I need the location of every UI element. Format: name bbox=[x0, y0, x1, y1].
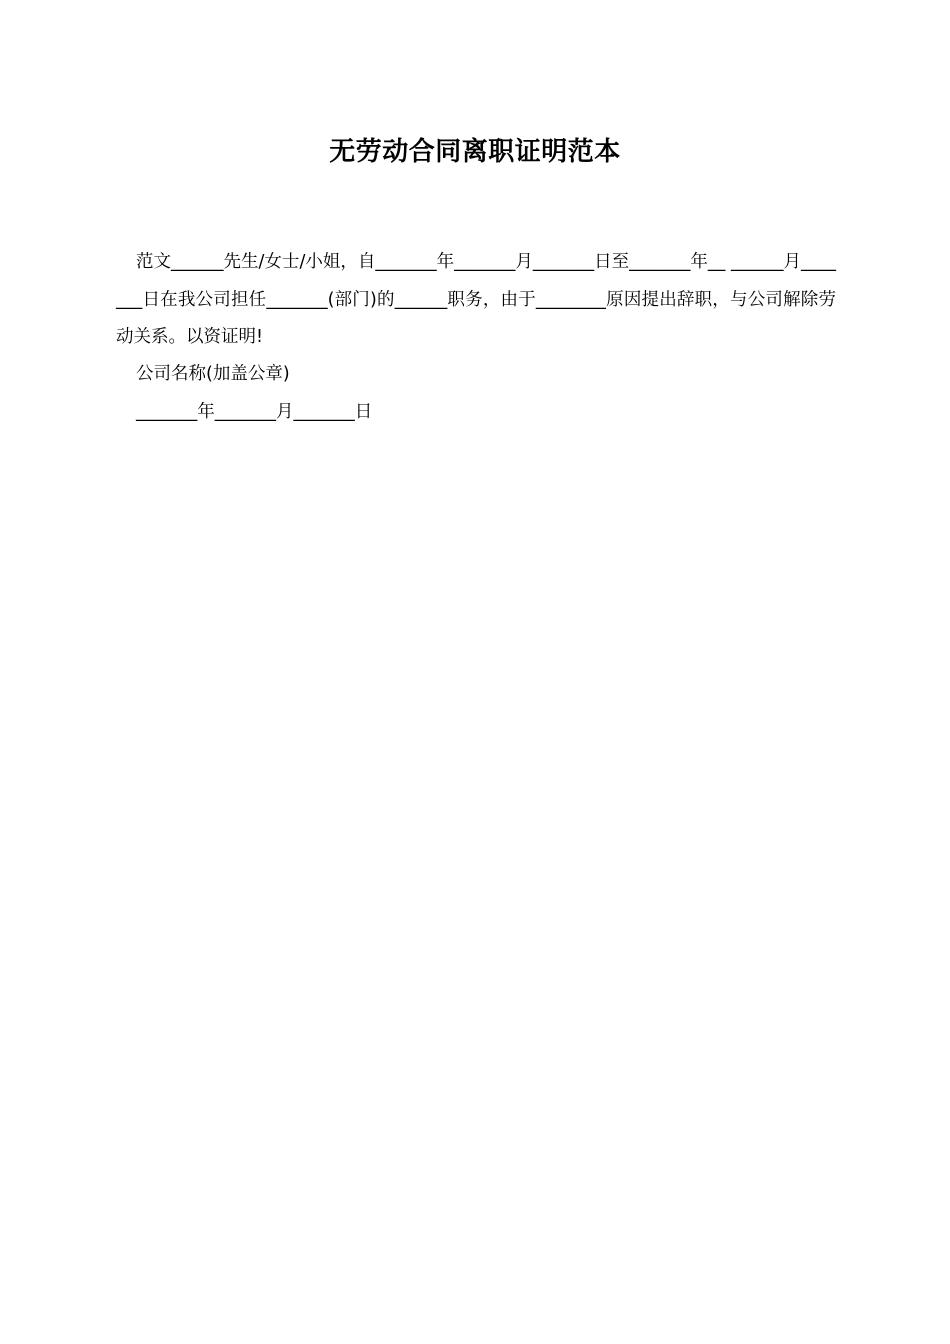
certificate-body: 范文______先生/女士/小姐，自_______年_______月_______日至_______年__ ______月_______日在我公司担任_______(部门)的______职务，由于________原因提出辞职，与公司解除劳动关系。以资证明! bbox=[116, 252, 836, 347]
document-title: 无劳动合同离职证明范本 bbox=[329, 137, 621, 167]
company-name-line: 公司名称(加盖公章) bbox=[136, 364, 290, 384]
date-line: _______年_______月_______日 bbox=[136, 402, 373, 422]
